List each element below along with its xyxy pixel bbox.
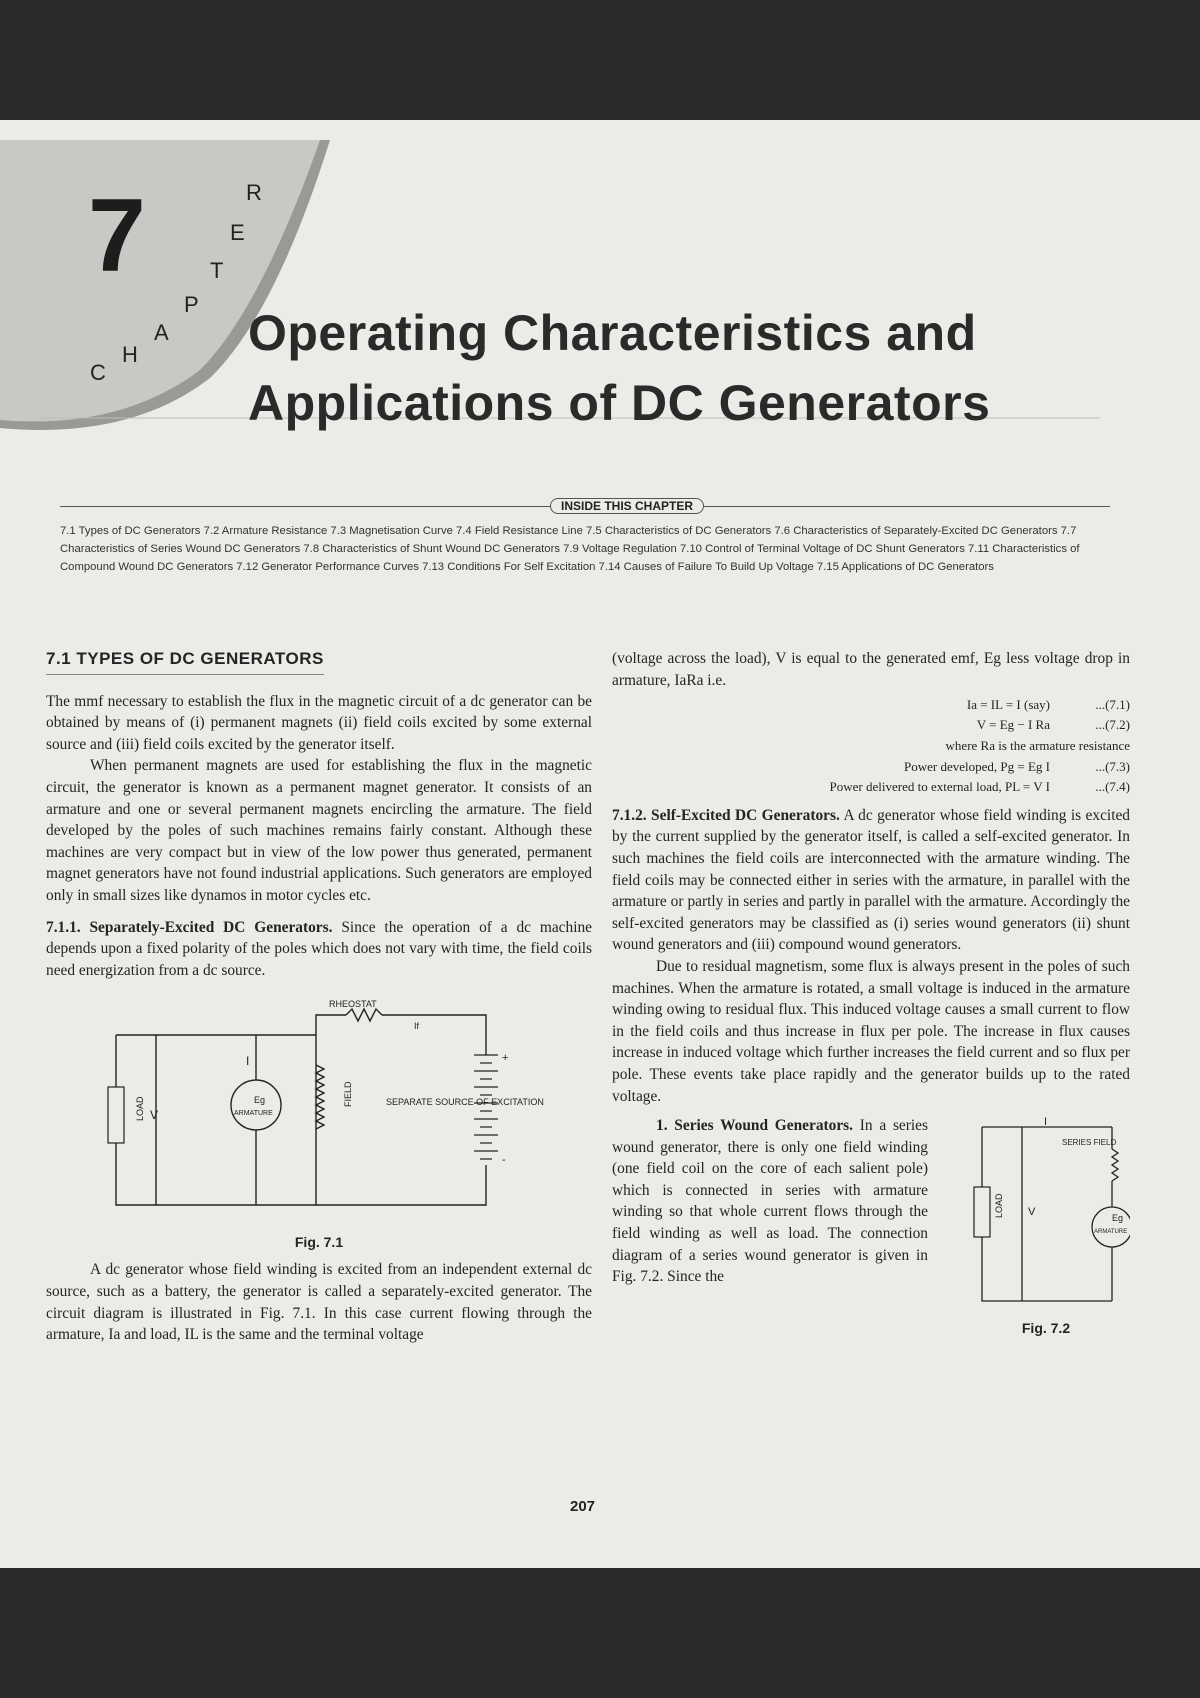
paragraph	[612, 805, 1130, 956]
paragraph-text: In a series wound generator, there is only one field winding (one field coil on the core of each salient pole) which is connected in series with armature winding so that whole current flows through the field winding as well as load. The connection diagram of a series wound generator is given in Fig. 7.2. Since the	[612, 1117, 928, 1286]
paragraph: The mmf necessary to establish the flux in the magnetic circuit of a dc generator can be obtained by means of (i) permanent magnets (ii) field coils excited by some external source and (iii) field coils excited by the generator itself.	[46, 692, 592, 753]
equation-number: ...(7.1)	[1095, 697, 1130, 713]
paragraph-text: A dc generator whose field winding is excited by the current supplied by the generator itself, is called a self-excited generator. In such machines the field coils are interconnected with the armature winding. The field coils may be connected either in series with the armature, in parallel with the armature or partly in series and partly in parallel with the armature. Accordingly the self-excited generators may be classified as (i) series wound generators (ii) shunt wound generators and (iii) compound wound generators.	[612, 806, 1130, 954]
paragraph: When permanent magnets are used for establishing the flux in the magnetic circuit, the generator is known as a permanent magnet generator. It consists of an armature and one or several permanent magnets encircling the armature. The field developed by the poles of such machines remains fairly constant. Although these machines are very compact but in view of the low power thus generated, permanent magnet generators have not found industrial applications. Such generators are employed only in small sizes like dynamos in motor cycles etc.	[46, 757, 592, 904]
chapter-label-letter: A	[154, 320, 169, 345]
paragraph-text: Since the operation of a dc machine depends upon a fixed polarity of the poles which does not vary with time, the field coils need energization from a dc source.	[46, 918, 592, 979]
current-label: I	[246, 1054, 250, 1069]
equation-number: ...(7.2)	[1095, 717, 1130, 733]
inside-this-chapter	[60, 499, 1110, 612]
emf-label: Eg	[254, 1095, 266, 1106]
figure-7-2	[962, 1115, 1130, 1335]
paragraph	[612, 1115, 928, 1288]
separately-excited-circuit-diagram	[46, 995, 592, 1225]
load-label: LOAD	[994, 1193, 1004, 1219]
subsection-heading: 7.1.1. Separately-Excited DC Generators.	[46, 918, 333, 936]
paragraph	[46, 917, 592, 982]
figure-7-1	[46, 995, 592, 1255]
equation-note: where Ra is the armature resistance	[945, 738, 1130, 754]
equation	[612, 757, 1130, 777]
equation-text: Ia = IL = I (say)	[966, 697, 1050, 713]
chapter-label-letter: R	[246, 180, 262, 205]
paragraph: A dc generator whose field winding is excited from an independent external dc source, such as a battery, the generator is called a separately-excited generator. The circuit diagram is illustrated in Fig. 7.1. In this case current flowing through the armature, Ia and load, IL is the same and the terminal voltage	[46, 1261, 592, 1344]
series-wound-section	[612, 1115, 1130, 1336]
chapter-title	[248, 298, 1148, 438]
figure-caption: Fig. 7.1	[294, 1233, 344, 1250]
chapter-label-letter: E	[230, 220, 245, 245]
chapter-title-line: Operating Characteristics and	[248, 305, 977, 361]
voltage-label: V	[1028, 1206, 1036, 1219]
figure-caption: Fig. 7.2	[1021, 1319, 1071, 1336]
series-wound-circuit-diagram	[962, 1115, 1130, 1311]
page-number: 207	[570, 1498, 596, 1515]
chapter-label-letter: C	[90, 360, 106, 385]
equation-block	[612, 695, 1130, 797]
series-field-label: SERIES FIELD	[1062, 1138, 1117, 1148]
paragraph: Due to residual magnetism, some flux is always present in the poles of such machines. When the armature is rotated, a small voltage is induced in the armature winding owing to residual flux. This induced voltage causes a small current to flow in the field coils and thus increase in flux per pole. The increase in flux causes increase in induced voltage which further increases the field current and so flux per pole. These events take place rapidly and the generator builds up to the rated voltage.	[612, 957, 1130, 1105]
equation-text: Power developed, Pg = Eg I	[904, 758, 1050, 774]
paragraph: (voltage across the load), V is equal to the generated emf, Eg less voltage drop in armature, IaRa i.e.	[612, 650, 1130, 689]
chapter-number: 7	[88, 178, 146, 294]
equation	[612, 715, 1130, 735]
field-current-label: If	[414, 1021, 420, 1032]
source-label: SEPARATE SOURCE OF EXCITATION	[386, 1097, 544, 1108]
section-heading: 7.1 TYPES OF DC GENERATORS	[46, 648, 324, 675]
field-label: FIELD	[343, 1081, 353, 1108]
equation	[612, 695, 1130, 715]
minus-sign: -	[502, 1154, 506, 1167]
plus-sign: +	[502, 1052, 509, 1065]
chapter-label-letter: H	[122, 342, 138, 367]
equation-number: ...(7.3)	[1095, 758, 1130, 774]
right-column	[612, 648, 1130, 1336]
left-column	[46, 648, 592, 1346]
armature-label: ARMATURE	[234, 1110, 273, 1118]
chapter-label-letter: T	[210, 258, 224, 283]
subsection-heading: 7.1.2. Self-Excited DC Generators.	[612, 806, 840, 824]
current-label: I	[1044, 1116, 1048, 1129]
inside-label: INSIDE THIS CHAPTER	[550, 498, 704, 514]
subsection-heading: 1. Series Wound Generators.	[656, 1117, 853, 1135]
chapter-label-letter: P	[184, 292, 199, 317]
equation-text: Power delivered to external load, PL = V I	[829, 778, 1050, 794]
emf-label: Eg	[1112, 1213, 1124, 1224]
rheostat-label: RHEOSTAT	[329, 999, 377, 1010]
book-page	[0, 120, 1200, 1568]
load-label: LOAD	[135, 1096, 145, 1122]
equation	[612, 777, 1130, 797]
chapter-title-line: Applications of DC Generators	[248, 375, 991, 431]
inside-contents: 7.1 Types of DC Generators 7.2 Armature Resistance 7.3 Magnetisation Curve 7.4 Field Resistance Line 7.5 Characteristics of DC Generators 7.6 Characteristics of Separately-Excited DC Generators 7.7 Characteristics of Series Wound DC Generators 7.8 Characteristics of Shunt Wound DC Generators 7.9 Voltage Regulation 7.10 Control of Terminal Voltage of DC Shunt Generators 7.11 Characteristics of Compound Wound DC Generators 7.12 Generator Performance Curves 7.13 Conditions For Self Excitation 7.14 Causes of Failure To Build Up Voltage 7.15 Applications of DC Generators	[60, 525, 1080, 573]
equation-text: V = Eg − I Ra	[976, 717, 1050, 733]
voltage-label: V	[150, 1108, 159, 1123]
equation-number: ...(7.4)	[1095, 778, 1130, 794]
armature-label: ARMATURE	[1094, 1229, 1128, 1236]
